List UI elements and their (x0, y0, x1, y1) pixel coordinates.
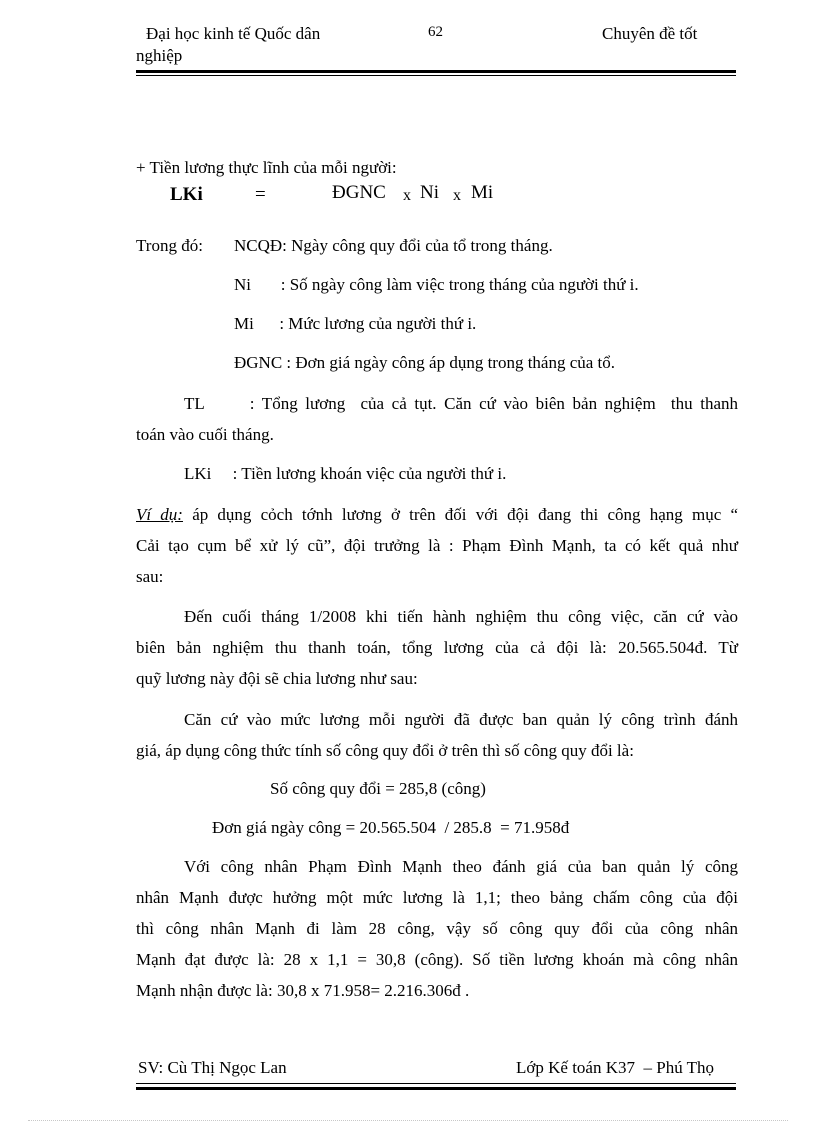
header-title: Chuyên đề tốt (602, 24, 698, 43)
p2-line-2: giá, áp dụng công thức tính số công quy đổi ở trên thì số công quy đổi là: (136, 741, 634, 760)
page-edge-dotted-line (28, 1120, 788, 1121)
footer-rule-thin (136, 1083, 736, 1084)
where-label: Trong đó: (136, 236, 203, 255)
calc-quy-doi: Số công quy đổi = 285,8 (công) (270, 779, 486, 798)
p1-line-3: quỹ lương này đội sẽ chia lương như sau: (136, 669, 418, 688)
example-line-3: sau: (136, 567, 164, 586)
tl-line-1: TL : Tổng lương của cả tụt. Căn cứ vào biên bản nghiệm thu thanh (184, 394, 738, 413)
formula-term-ni: Ni (420, 182, 439, 203)
p1-line-2: biên bản nghiệm thu thanh toán, tổng lương của cả đội là: 20.565.504đ. Từ (136, 638, 738, 657)
formula-term-mi: Mi (471, 182, 494, 203)
header-rule (136, 70, 736, 73)
definition-mi: Mi : Mức lương của người thứ i. (234, 314, 477, 333)
footer-rule (136, 1087, 736, 1090)
p3-line-4: Mạnh đạt được là: 28 x 1,1 = 30,8 (công). Số tiền lương khoán mà công nhân (136, 950, 738, 969)
example-label: Ví dụ: (136, 505, 183, 524)
footer-student: SV: Cù Thị Ngọc Lan (138, 1058, 287, 1077)
lki-definition: LKi : Tiền lương khoán việc của người thứ i. (184, 464, 507, 483)
formula-times-2: x (453, 187, 461, 204)
definition-dgnc: ĐGNC : Đơn giá ngày công áp dụng trong tháng của tổ. (234, 353, 616, 372)
tl-paragraph (136, 388, 738, 450)
p3-line-2: nhân Mạnh được hưởng một mức lương là 1,1; theo bảng chấm công của đội (136, 888, 738, 907)
example-line-1-text: áp dụng cỏch tớnh lương ở trên đối với đội đang thi công hạng mục “ (192, 505, 738, 524)
p2-line-1: Căn cứ vào mức lương mỗi người đã được ban quản lý công trình đánh (184, 710, 738, 729)
formula-times-1: x (403, 187, 411, 204)
paragraph-2 (136, 704, 738, 766)
p3-line-5: Mạnh nhận được là: 30,8 x 71.958= 2.216.306đ . (136, 981, 470, 1000)
paragraph-3 (136, 851, 738, 1006)
formula-lhs: LKi (170, 184, 203, 205)
example-paragraph (136, 499, 738, 592)
header-school: Đại học kinh tế Quốc dân (146, 24, 321, 43)
tl-line-2: toán vào cuối tháng. (136, 425, 274, 444)
definition-ncqd: NCQĐ: Ngày công quy đổi của tổ trong tháng. (234, 236, 553, 255)
header-school-continued: nghiệp (136, 46, 183, 65)
calc-don-gia: Đơn giá ngày công = 20.565.504 / 285.8 = 71.958đ (212, 818, 570, 837)
p3-line-3: thì công nhân Mạnh đi làm 28 công, vậy số công quy đổi của công nhân (136, 919, 738, 938)
p3-line-1: Với công nhân Phạm Đình Mạnh theo đánh giá của ban quản lý công (184, 857, 738, 876)
definition-ni: Ni : Số ngày công làm việc trong tháng của người thứ i. (234, 275, 639, 294)
page-number: 62 (428, 24, 443, 40)
formula-term-dgnc: ĐGNC (332, 182, 386, 203)
formula-equals: = (255, 184, 266, 205)
example-line-2: Cải tạo cụm bể xử lý cũ”, đội trưởng là : Phạm Đình Mạnh, ta có kết quả như (136, 536, 738, 555)
p1-line-1: Đến cuối tháng 1/2008 khi tiến hành nghiệm thu công việc, căn cứ vào (184, 607, 738, 626)
paragraph-1 (136, 601, 738, 694)
intro-text: + Tiền lương thực lĩnh của mỗi người: (136, 158, 397, 177)
footer-class: Lớp Kế toán K37 – Phú Thọ (516, 1058, 715, 1077)
example-line-1 (136, 499, 738, 530)
header-rule-thin (136, 75, 736, 76)
